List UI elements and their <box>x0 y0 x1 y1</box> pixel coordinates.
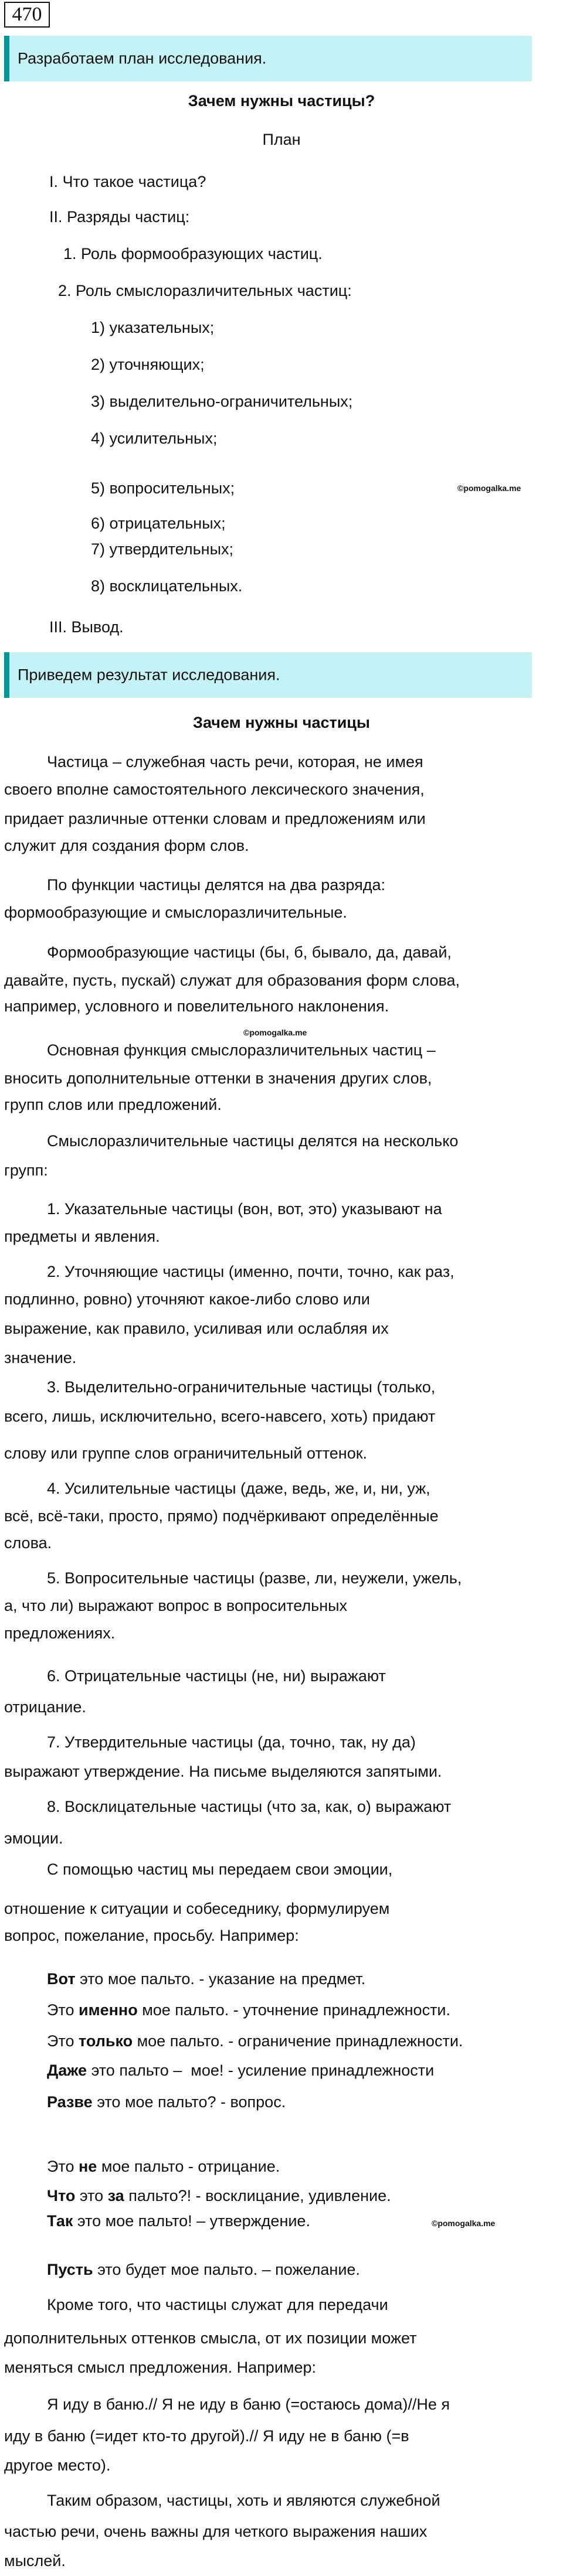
essay-line: 3. Выделительно-ограничительные частицы (только, <box>47 1378 436 1396</box>
essay-line: давайте, пусть, пускай) служат для образования форм слова, <box>4 972 460 989</box>
example-line: Даже это пальто – мое! - усиление принадлежности <box>47 2062 435 2079</box>
essay-line: другое место). <box>4 2456 111 2474</box>
exercise-number: 470 <box>4 2 50 28</box>
essay-line: всего, лишь, исключительно, всего-навсего, хоть) придают <box>4 1408 436 1425</box>
example-particle: Разве <box>47 2093 93 2111</box>
example-particle: Так <box>47 2212 73 2230</box>
essay-line: Формообразующие частицы (бы, б, бывало, да, давай, <box>47 943 452 961</box>
essay-line: своего вполне самостоятельного лексического значения, <box>4 781 425 798</box>
plan-item: 1) указательных; <box>91 319 215 336</box>
essay-line: меняться смысл предложения. Например: <box>4 2359 316 2376</box>
plan-item: 5) вопросительных; <box>91 479 235 497</box>
essay-line: выражение, как правило, усиливая или ослабляя их <box>4 1320 389 1337</box>
essay-line: 4. Усилительные частицы (даже, ведь, же, и, ни, уж, <box>47 1480 430 1497</box>
example-particle: Что <box>47 2187 76 2204</box>
essay-line: 2. Уточняющие частицы (именно, почти, точно, как раз, <box>47 1263 455 1280</box>
essay-line: 5. Вопросительные частицы (разве, ли, неужели, ужель, <box>47 1569 462 1587</box>
example-line: Разве это мое пальто? - вопрос. <box>47 2093 286 2111</box>
essay-line: Основная функция смыслоразличительных частиц – <box>47 1041 436 1059</box>
essay-line: групп слов или предложений. <box>4 1096 222 1113</box>
essay-line: отношение к ситуации и собеседнику, формулируем <box>4 1900 390 1917</box>
plan-item: III. Вывод. <box>49 618 124 636</box>
essay-line: 8. Восклицательные частицы (что за, как, о) выражают <box>47 1798 452 1815</box>
essay-line: всё, всё-таки, просто, прямо) подчёркивают определённые <box>4 1507 439 1525</box>
essay-line: иду в баню (=идет кто-то другой).// Я иду не в баню (=в <box>4 2427 409 2445</box>
essay-line: а, что ли) выражают вопрос в вопросительных <box>4 1597 348 1614</box>
example-particle: Даже <box>47 2062 87 2079</box>
essay-line: значение. <box>4 1349 77 1367</box>
example-line: Это именно мое пальто. - уточнение принадлежности. <box>47 2001 451 2019</box>
example-line: Это только мое пальто. - ограничение принадлежности. <box>47 2032 463 2050</box>
essay-line: предметы и явления. <box>4 1228 160 1245</box>
essay-line: служит для создания форм слов. <box>4 837 249 854</box>
essay-line: дополнительных оттенков смысла, от их позиции может <box>4 2329 417 2347</box>
essay-line: С помощью частиц мы передаем свои эмоции, <box>47 1861 393 1878</box>
essay-title: Зачем нужны частицы <box>193 714 370 731</box>
plan-subtitle: План <box>262 131 301 148</box>
plan-item: 2) уточняющих; <box>91 356 205 373</box>
example-line: Так это мое пальто! – утверждение. <box>47 2212 310 2230</box>
example-particle: только <box>79 2032 133 2050</box>
callout-plan-text: Разработаем план исследования. <box>18 49 267 67</box>
example-line: Это не мое пальто - отрицание. <box>47 2158 280 2175</box>
essay-line: Частица – служебная часть речи, которая, не имея <box>47 753 423 771</box>
watermark: ©pomogalka.me <box>432 2219 496 2228</box>
essay-line: придает различные оттенки словам и предложениям или <box>4 810 426 827</box>
example-line: Что это за пальто?! - восклицание, удивление. <box>47 2187 391 2204</box>
plan-item: II. Разряды частиц: <box>49 208 190 226</box>
callout-plan <box>4 36 532 81</box>
essay-line: 7. Утвердительные частицы (да, точно, так, ну да) <box>47 1733 416 1751</box>
example-line: Пусть это будет мое пальто. – пожелание. <box>47 2261 360 2278</box>
essay-line: Кроме того, что частицы служат для передачи <box>47 2296 388 2313</box>
essay-line: Таким образом, частицы, хоть и являются служебной <box>47 2492 440 2509</box>
watermark: ©pomogalka.me <box>243 1028 307 1037</box>
plan-item: 4) усилительных; <box>91 430 218 447</box>
essay-line: 6. Отрицательные частицы (не, ни) выражают <box>47 1667 386 1685</box>
essay-line: слову или группе слов ограничительный оттенок. <box>4 1444 368 1462</box>
callout-result-text: Приведем результат исследования. <box>18 666 280 684</box>
essay-line: Смыслоразличительные частицы делятся на несколько <box>47 1132 459 1150</box>
plan-item: 7) утвердительных; <box>91 540 233 558</box>
essay-line: отрицание. <box>4 1698 86 1716</box>
essay-line: 1. Указательные частицы (вон, вот, это) указывают на <box>47 1200 442 1218</box>
essay-line: По функции частицы делятся на два разряда: <box>47 876 385 894</box>
plan-item: 3) выделительно-ограничительных; <box>91 393 353 410</box>
plan-item: I. Что такое частица? <box>49 173 206 190</box>
essay-line: мыслей. <box>4 2552 66 2570</box>
essay-line: частью речи, очень важны для четкого выражения наших <box>4 2523 428 2540</box>
essay-line: эмоции. <box>4 1829 63 1847</box>
example-line: Вот это мое пальто. - указание на предмет. <box>47 1970 366 1988</box>
essay-line: подлинно, ровно) уточняют какое-либо слово или <box>4 1290 370 1308</box>
watermark: ©pomogalka.me <box>457 483 521 493</box>
essay-line: вносить дополнительные оттенки в значения других слов, <box>4 1069 432 1087</box>
plan-item: 6) отрицательных; <box>91 514 226 532</box>
example-particle: не <box>79 2158 97 2175</box>
plan-item: 1. Роль формообразующих частиц. <box>63 245 323 263</box>
essay-line: вопрос, пожелание, просьбу. Например: <box>4 1927 299 1944</box>
essay-line: выражают утверждение. На письме выделяются запятыми. <box>4 1763 442 1780</box>
example-particle: за <box>107 2187 124 2204</box>
essay-line: предложениях. <box>4 1624 116 1642</box>
example-particle: Пусть <box>47 2261 93 2278</box>
essay-line: Я иду в баню.// Я не иду в баню (=остаюсь дома)//Не я <box>47 2396 450 2413</box>
plan-title: Зачем нужны частицы? <box>188 92 375 110</box>
essay-line: формообразующие и смыслоразличительные. <box>4 904 347 921</box>
example-particle: именно <box>79 2001 138 2019</box>
essay-line: например, условного и повелительного наклонения. <box>4 997 389 1015</box>
plan-item: 2. Роль смыслоразличительных частиц: <box>58 282 352 299</box>
callout-result <box>4 652 532 698</box>
plan-item: 8) восклицательных. <box>91 577 243 595</box>
example-particle: Вот <box>47 1970 76 1988</box>
essay-line: групп: <box>4 1161 48 1179</box>
essay-line: слова. <box>4 1534 52 1552</box>
